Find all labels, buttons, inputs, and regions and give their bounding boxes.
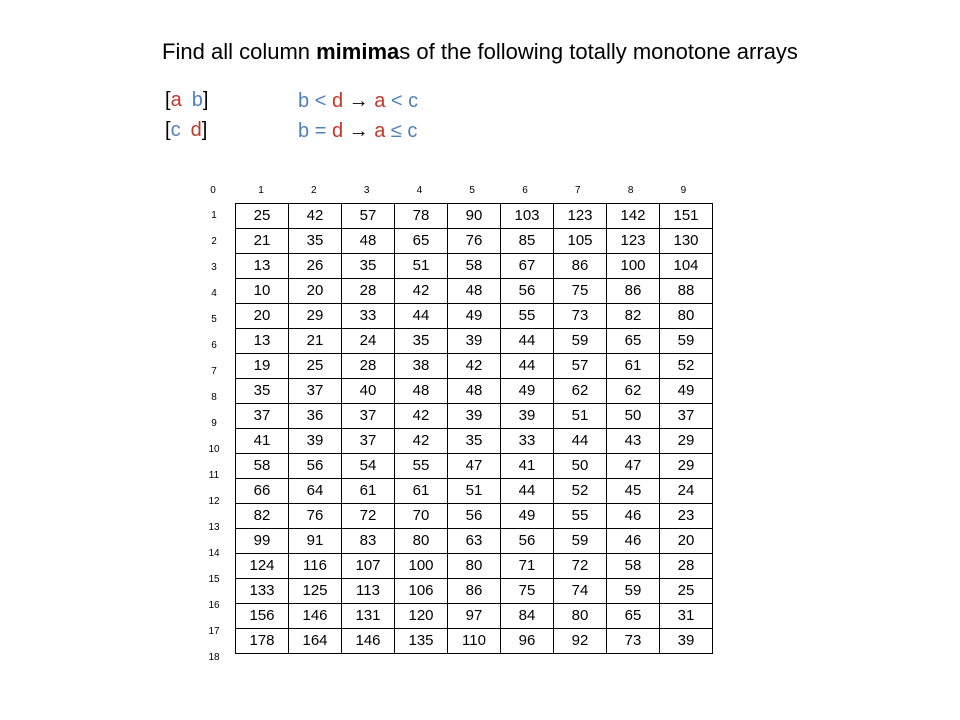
row-index-label: 12 xyxy=(208,496,220,507)
table-cell: 104 xyxy=(660,254,713,279)
table-cell: 86 xyxy=(607,279,660,304)
table-cell: 103 xyxy=(501,204,554,229)
table-cell: 26 xyxy=(289,254,342,279)
table-cell: 123 xyxy=(607,229,660,254)
table-row xyxy=(236,354,713,379)
table-cell: 25 xyxy=(289,354,342,379)
column-index-label: 9 xyxy=(680,185,687,196)
table-row xyxy=(236,579,713,604)
table-cell: 44 xyxy=(501,329,554,354)
rule-relation: < xyxy=(314,90,327,112)
column-index-label: 3 xyxy=(363,185,370,196)
table-cell: 50 xyxy=(554,454,607,479)
table-cell: 55 xyxy=(395,454,448,479)
table-cell: 59 xyxy=(554,329,607,354)
table-row xyxy=(236,329,713,354)
table-cell: 164 xyxy=(289,629,342,654)
table-cell: 91 xyxy=(289,529,342,554)
table-cell: 80 xyxy=(660,304,713,329)
row-index-label: 5 xyxy=(211,314,217,325)
row-index-label: 10 xyxy=(208,444,220,455)
column-index-label: 1 xyxy=(258,185,264,196)
table-cell: 46 xyxy=(607,529,660,554)
bracket-close: ] xyxy=(201,119,208,141)
table-cell: 56 xyxy=(448,504,501,529)
table-cell: 130 xyxy=(660,229,713,254)
row-index-label: 9 xyxy=(211,418,217,429)
table-cell: 33 xyxy=(342,304,395,329)
arrow-icon: → xyxy=(348,120,369,142)
table-cell: 58 xyxy=(448,254,501,279)
table-row xyxy=(236,429,713,454)
table-row xyxy=(236,229,713,254)
table-cell: 113 xyxy=(342,579,395,604)
table-cell: 23 xyxy=(660,504,713,529)
table-cell: 48 xyxy=(448,279,501,304)
column-index-label: 6 xyxy=(522,185,528,196)
table-cell: 74 xyxy=(554,579,607,604)
table-cell: 24 xyxy=(342,329,395,354)
table-cell: 72 xyxy=(554,554,607,579)
table-cell: 131 xyxy=(342,604,395,629)
table-cell: 29 xyxy=(289,304,342,329)
table-row xyxy=(236,629,713,654)
table-cell: 45 xyxy=(607,479,660,504)
table-cell: 20 xyxy=(236,304,289,329)
table-row xyxy=(236,479,713,504)
rule-relation: ≤ xyxy=(390,120,402,142)
table-cell: 125 xyxy=(289,579,342,604)
rule-term: a xyxy=(374,120,386,142)
table-cell: 73 xyxy=(607,629,660,654)
row-index-label: 18 xyxy=(208,652,220,663)
rule-term: c xyxy=(407,120,418,142)
table-cell: 42 xyxy=(395,279,448,304)
table-cell: 21 xyxy=(289,329,342,354)
table-cell: 59 xyxy=(554,529,607,554)
table-cell: 10 xyxy=(236,279,289,304)
table-row xyxy=(236,554,713,579)
title-bold: mimima xyxy=(316,39,400,64)
matrix-row-2 xyxy=(165,118,207,142)
table-cell: 42 xyxy=(395,404,448,429)
table-cell: 96 xyxy=(501,629,554,654)
table-cell: 44 xyxy=(395,304,448,329)
table-cell: 39 xyxy=(289,429,342,454)
table-cell: 82 xyxy=(236,504,289,529)
table-cell: 73 xyxy=(554,304,607,329)
row-index-label: 7 xyxy=(211,366,217,377)
table-cell: 56 xyxy=(501,529,554,554)
table-cell: 156 xyxy=(236,604,289,629)
table-cell: 40 xyxy=(342,379,395,404)
table-cell: 52 xyxy=(660,354,713,379)
table-cell: 21 xyxy=(236,229,289,254)
table-row xyxy=(236,454,713,479)
table-cell: 124 xyxy=(236,554,289,579)
column-index-row xyxy=(0,181,960,201)
table-row xyxy=(236,404,713,429)
table-row xyxy=(236,204,713,229)
table-cell: 39 xyxy=(448,329,501,354)
table-cell: 105 xyxy=(554,229,607,254)
table-cell: 66 xyxy=(236,479,289,504)
table-cell: 106 xyxy=(395,579,448,604)
table-cell: 19 xyxy=(236,354,289,379)
table-cell: 24 xyxy=(660,479,713,504)
table-cell: 46 xyxy=(607,504,660,529)
table-row xyxy=(236,529,713,554)
table-cell: 31 xyxy=(660,604,713,629)
table-cell: 28 xyxy=(342,354,395,379)
table-cell: 86 xyxy=(554,254,607,279)
table-cell: 135 xyxy=(395,629,448,654)
table-cell: 42 xyxy=(448,354,501,379)
row-index-label: 15 xyxy=(208,574,220,585)
table-cell: 51 xyxy=(448,479,501,504)
table-cell: 80 xyxy=(554,604,607,629)
matrix-c: c xyxy=(170,119,181,141)
rule-term: c xyxy=(408,90,419,112)
table-cell: 41 xyxy=(236,429,289,454)
table-cell: 123 xyxy=(554,204,607,229)
table-row xyxy=(236,604,713,629)
table-cell: 36 xyxy=(289,404,342,429)
table-cell: 49 xyxy=(501,379,554,404)
table-cell: 37 xyxy=(342,404,395,429)
table-cell: 35 xyxy=(236,379,289,404)
table-cell: 43 xyxy=(607,429,660,454)
table-cell: 51 xyxy=(395,254,448,279)
rule-2 xyxy=(298,119,417,143)
table-cell: 90 xyxy=(448,204,501,229)
row-index-label: 2 xyxy=(211,236,217,247)
table-cell: 41 xyxy=(501,454,554,479)
table-cell: 61 xyxy=(607,354,660,379)
table-cell: 76 xyxy=(289,504,342,529)
data-grid xyxy=(235,203,713,654)
table-cell: 116 xyxy=(289,554,342,579)
table-cell: 39 xyxy=(501,404,554,429)
rule-relation: = xyxy=(314,120,327,142)
table-row xyxy=(236,304,713,329)
rule-1 xyxy=(298,89,418,113)
table-cell: 61 xyxy=(342,479,395,504)
table-cell: 72 xyxy=(342,504,395,529)
table-cell: 20 xyxy=(660,529,713,554)
rule-term: d xyxy=(331,90,344,112)
table-cell: 100 xyxy=(607,254,660,279)
matrix-b: b xyxy=(191,89,203,111)
table-cell: 39 xyxy=(448,404,501,429)
table-cell: 78 xyxy=(395,204,448,229)
row-index-label: 14 xyxy=(208,548,220,559)
table-cell: 49 xyxy=(660,379,713,404)
table-cell: 110 xyxy=(448,629,501,654)
table-cell: 65 xyxy=(607,604,660,629)
table-cell: 80 xyxy=(395,529,448,554)
table-cell: 29 xyxy=(660,429,713,454)
row-index-label: 11 xyxy=(208,470,220,481)
rule-relation: < xyxy=(390,90,403,112)
table-cell: 52 xyxy=(554,479,607,504)
table-cell: 62 xyxy=(554,379,607,404)
table-cell: 65 xyxy=(607,329,660,354)
table-cell: 120 xyxy=(395,604,448,629)
rule-term: a xyxy=(374,90,386,112)
table-row xyxy=(236,379,713,404)
table-row xyxy=(236,504,713,529)
table-cell: 85 xyxy=(501,229,554,254)
row-index-label: 3 xyxy=(211,262,217,273)
table-cell: 39 xyxy=(660,629,713,654)
table-cell: 37 xyxy=(342,429,395,454)
table-cell: 44 xyxy=(501,479,554,504)
table-cell: 55 xyxy=(501,304,554,329)
column-index-label: 4 xyxy=(416,185,423,196)
table-cell: 63 xyxy=(448,529,501,554)
table-cell: 67 xyxy=(501,254,554,279)
table-cell: 37 xyxy=(660,404,713,429)
table-cell: 100 xyxy=(395,554,448,579)
arrow-icon: → xyxy=(348,90,369,112)
rule-term: b xyxy=(298,120,310,142)
table-cell: 29 xyxy=(660,454,713,479)
matrix-row-1 xyxy=(165,88,208,112)
table-cell: 57 xyxy=(554,354,607,379)
table-cell: 49 xyxy=(448,304,501,329)
table-cell: 56 xyxy=(501,279,554,304)
table-cell: 64 xyxy=(289,479,342,504)
table-cell: 58 xyxy=(607,554,660,579)
table-cell: 42 xyxy=(395,429,448,454)
table-cell: 47 xyxy=(448,454,501,479)
matrix-d: d xyxy=(190,119,202,141)
table-cell: 70 xyxy=(395,504,448,529)
table-cell: 35 xyxy=(395,329,448,354)
table-row xyxy=(236,254,713,279)
rule-term: b xyxy=(298,90,310,112)
table-cell: 28 xyxy=(660,554,713,579)
table-cell: 65 xyxy=(395,229,448,254)
title-post: of the following totally monotone arrays xyxy=(410,39,798,64)
table-cell: 59 xyxy=(607,579,660,604)
table-cell: 75 xyxy=(501,579,554,604)
table-cell: 33 xyxy=(501,429,554,454)
table-cell: 48 xyxy=(448,379,501,404)
table-cell: 28 xyxy=(342,279,395,304)
row-index-label: 4 xyxy=(211,288,217,299)
table-cell: 37 xyxy=(236,404,289,429)
table-cell: 44 xyxy=(554,429,607,454)
table-cell: 107 xyxy=(342,554,395,579)
row-index-label: 1 xyxy=(211,210,217,221)
column-index-label: 2 xyxy=(311,185,317,196)
table-cell: 35 xyxy=(289,229,342,254)
table-cell: 62 xyxy=(607,379,660,404)
row-index-label: 13 xyxy=(208,522,220,533)
table-cell: 84 xyxy=(501,604,554,629)
corner-label: 0 xyxy=(210,185,216,196)
table-cell: 35 xyxy=(448,429,501,454)
table-cell: 49 xyxy=(501,504,554,529)
bracket-open: [ xyxy=(165,89,171,111)
table-cell: 88 xyxy=(660,279,713,304)
table-cell: 13 xyxy=(236,329,289,354)
table-cell: 86 xyxy=(448,579,501,604)
table-cell: 44 xyxy=(501,354,554,379)
page-title xyxy=(0,38,960,66)
table-cell: 57 xyxy=(342,204,395,229)
table-cell: 47 xyxy=(607,454,660,479)
table-cell: 48 xyxy=(342,229,395,254)
table-cell: 58 xyxy=(236,454,289,479)
table-cell: 35 xyxy=(342,254,395,279)
table-cell: 97 xyxy=(448,604,501,629)
column-index-label: 8 xyxy=(627,185,634,196)
table-cell: 92 xyxy=(554,629,607,654)
column-index-label: 7 xyxy=(575,185,581,196)
table-cell: 71 xyxy=(501,554,554,579)
row-index-label: 8 xyxy=(211,392,217,403)
table-cell: 56 xyxy=(289,454,342,479)
table-cell: 75 xyxy=(554,279,607,304)
table-cell: 99 xyxy=(236,529,289,554)
table-cell: 25 xyxy=(236,204,289,229)
table-cell: 76 xyxy=(448,229,501,254)
table-cell: 82 xyxy=(607,304,660,329)
table-cell: 80 xyxy=(448,554,501,579)
table-cell: 133 xyxy=(236,579,289,604)
table-cell: 59 xyxy=(660,329,713,354)
table-cell: 54 xyxy=(342,454,395,479)
table-cell: 50 xyxy=(607,404,660,429)
table-cell: 151 xyxy=(660,204,713,229)
table-cell: 38 xyxy=(395,354,448,379)
table-cell: 25 xyxy=(660,579,713,604)
table-cell: 42 xyxy=(289,204,342,229)
table-cell: 83 xyxy=(342,529,395,554)
table-cell: 37 xyxy=(289,379,342,404)
table-cell: 20 xyxy=(289,279,342,304)
table-cell: 146 xyxy=(342,629,395,654)
table-cell: 61 xyxy=(395,479,448,504)
row-index-label: 16 xyxy=(208,600,220,611)
row-index-label: 6 xyxy=(211,340,217,351)
bracket-open: [ xyxy=(165,119,171,141)
title-s: s xyxy=(399,39,411,64)
rule-term: d xyxy=(331,120,344,142)
table-cell: 178 xyxy=(236,629,289,654)
table-cell: 51 xyxy=(554,404,607,429)
table-cell: 48 xyxy=(395,379,448,404)
table-cell: 55 xyxy=(554,504,607,529)
matrix-a: a xyxy=(170,89,182,111)
table-cell: 146 xyxy=(289,604,342,629)
row-index-label: 17 xyxy=(208,626,220,637)
table-cell: 13 xyxy=(236,254,289,279)
column-index-label: 5 xyxy=(469,185,475,196)
table-cell: 142 xyxy=(607,204,660,229)
title-pre: Find all column xyxy=(162,39,317,64)
bracket-close: ] xyxy=(202,89,209,111)
table-row xyxy=(236,279,713,304)
